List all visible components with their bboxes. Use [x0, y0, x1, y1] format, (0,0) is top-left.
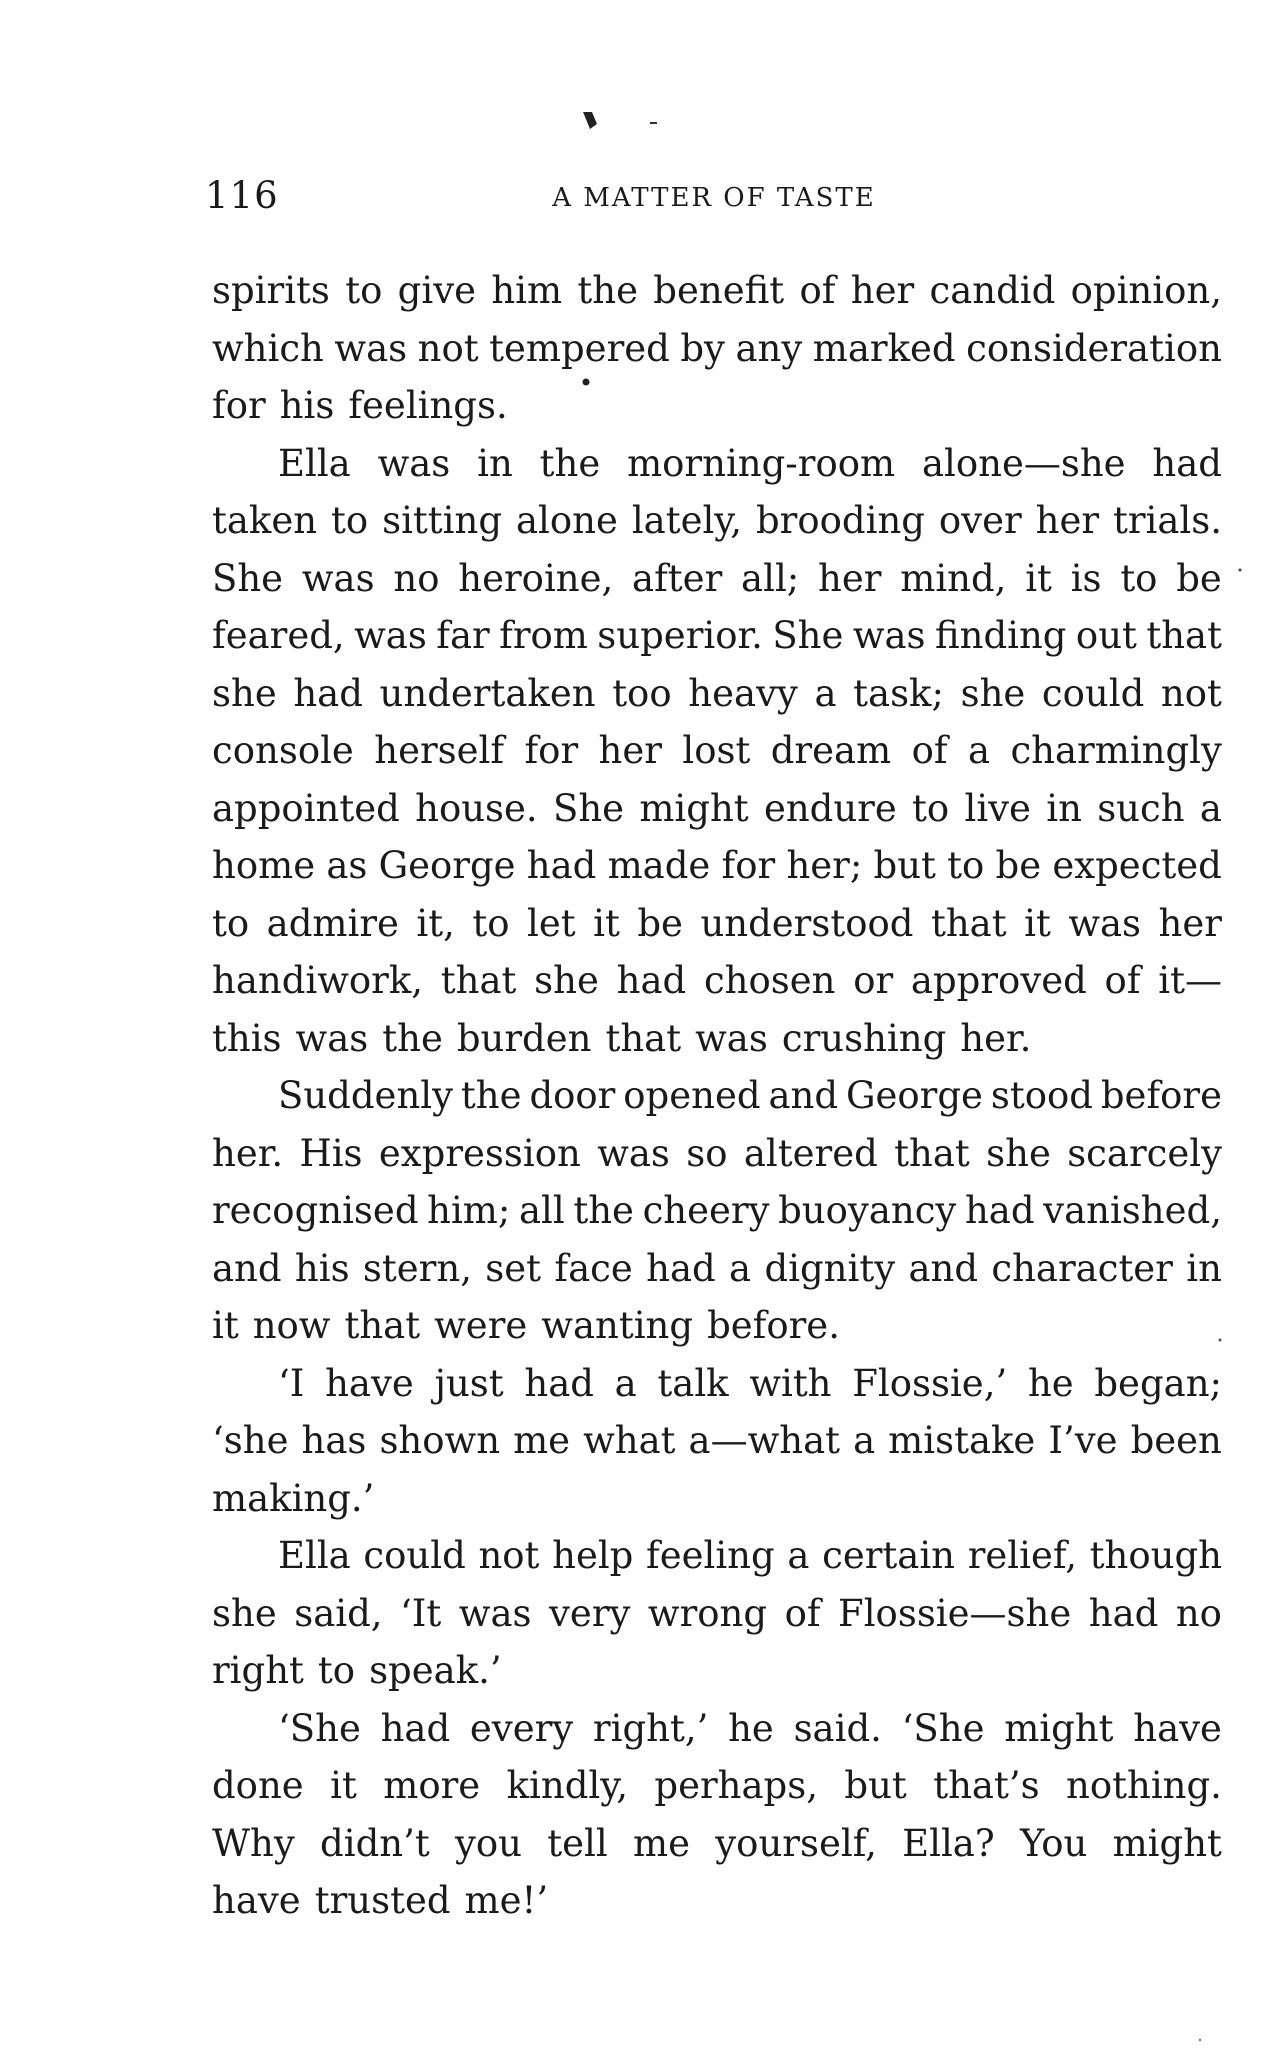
word: a	[1199, 786, 1222, 830]
text-line	[212, 550, 1222, 608]
word: that	[344, 1304, 421, 1347]
word: door	[529, 1074, 616, 1117]
ink-speck	[1199, 2039, 1201, 2041]
word: perhaps,	[654, 1764, 818, 1807]
text-line	[212, 722, 1222, 780]
word: have	[1133, 1706, 1222, 1750]
text-line	[212, 780, 1222, 838]
word: for	[212, 384, 266, 427]
word: she	[986, 1131, 1051, 1175]
word: had	[524, 1361, 594, 1405]
word: live	[964, 786, 1031, 830]
word: that	[605, 1016, 682, 1060]
word: might	[1004, 1706, 1114, 1750]
word: heavy	[688, 671, 798, 715]
word: feeling	[646, 1534, 775, 1577]
word: was	[295, 1016, 369, 1060]
word: recognised	[212, 1189, 419, 1232]
word: right	[212, 1649, 304, 1692]
word: her;	[786, 844, 863, 887]
word: cheery	[642, 1189, 770, 1232]
word: far	[436, 614, 490, 657]
word: before	[1100, 1074, 1222, 1117]
word: said,	[294, 1591, 383, 1635]
word: her	[1035, 499, 1100, 542]
word: said.	[793, 1706, 882, 1750]
text-line	[212, 1470, 1222, 1528]
word: Ella?	[902, 1821, 995, 1865]
word: consideration	[966, 326, 1222, 370]
word: endure	[763, 786, 897, 830]
word: talk	[657, 1361, 729, 1405]
page-number: 116	[205, 174, 279, 217]
word: a	[729, 1246, 752, 1290]
word: face	[554, 1246, 633, 1290]
word: done	[212, 1764, 304, 1807]
word: George	[845, 1074, 983, 1117]
word: opinion,	[1070, 269, 1222, 312]
word: mistake	[888, 1419, 1036, 1462]
word: morning-room	[627, 441, 896, 485]
word: You	[1019, 1821, 1088, 1865]
word: brooding	[756, 499, 925, 542]
word: benefit	[653, 269, 785, 312]
word: her	[598, 729, 662, 772]
word: that	[930, 901, 1007, 945]
word: so	[686, 1131, 728, 1175]
word: with	[749, 1361, 832, 1405]
word: had	[646, 1246, 716, 1290]
word: She	[552, 786, 625, 830]
word: have	[212, 1879, 301, 1922]
word: could	[1041, 671, 1145, 715]
word: a	[853, 1419, 876, 1462]
word: not	[417, 326, 479, 370]
word: for	[524, 729, 579, 772]
text-line	[212, 1585, 1222, 1643]
word: just	[434, 1361, 504, 1405]
word: of	[1104, 959, 1141, 1002]
word: she	[212, 671, 277, 715]
word: could	[363, 1534, 466, 1577]
word: didn’t	[320, 1821, 430, 1865]
word: burden	[456, 1016, 592, 1060]
word: sitting	[382, 499, 503, 542]
word: too	[612, 671, 672, 715]
word: right,’	[592, 1706, 709, 1750]
word: her.	[212, 1131, 284, 1175]
word: console	[212, 729, 354, 772]
word: no	[393, 556, 440, 600]
word: chosen	[703, 959, 836, 1002]
word: he	[1027, 1361, 1074, 1405]
word: him;	[427, 1189, 511, 1232]
word: I’ve	[1048, 1419, 1118, 1462]
word: me	[513, 1419, 571, 1462]
word: in	[477, 441, 513, 485]
text-line	[212, 1527, 1222, 1585]
word: George	[378, 844, 516, 887]
text-line	[212, 1297, 1222, 1355]
word: he	[728, 1706, 774, 1750]
word: no	[1175, 1591, 1222, 1635]
word: me	[633, 1821, 690, 1865]
word: heroine,	[458, 556, 614, 600]
word: appointed	[212, 786, 400, 830]
word: had	[526, 844, 597, 887]
word: been	[1130, 1419, 1222, 1462]
word: after	[632, 556, 723, 600]
word: vanished,	[1043, 1189, 1222, 1232]
word: dignity	[764, 1246, 896, 1290]
word: Why	[212, 1821, 295, 1865]
word: kindly,	[506, 1764, 628, 1807]
word: lost	[682, 729, 751, 772]
word: to	[345, 269, 383, 312]
word: but	[873, 844, 936, 887]
word: set	[485, 1246, 542, 1290]
word: certain	[822, 1534, 956, 1577]
page-header	[205, 172, 1223, 220]
word: that	[440, 959, 517, 1002]
text-line	[212, 1412, 1222, 1470]
word: house.	[415, 786, 538, 830]
word: was	[354, 614, 427, 657]
word: relief,	[967, 1534, 1077, 1577]
word: and	[908, 1246, 979, 1290]
word: taken	[212, 499, 318, 542]
word: this	[212, 1016, 282, 1060]
text-line	[212, 1010, 1222, 1068]
word: had	[293, 671, 363, 715]
word: the	[577, 269, 638, 312]
word: made	[607, 844, 711, 887]
word: home	[212, 844, 316, 887]
text-line	[212, 1182, 1222, 1240]
word: ‘I	[278, 1361, 305, 1405]
text-line	[212, 435, 1222, 493]
word: before.	[707, 1304, 840, 1347]
word: it,	[416, 901, 455, 945]
word: be	[1176, 556, 1222, 600]
word: in	[1186, 1246, 1222, 1290]
word: yourself,	[715, 1821, 877, 1865]
word: making.’	[212, 1476, 375, 1520]
word: scarcely	[1067, 1131, 1222, 1175]
word: had	[1152, 441, 1222, 485]
word: let	[527, 901, 576, 945]
word: it	[330, 1764, 357, 1807]
word: every	[469, 1706, 574, 1750]
word: trials.	[1112, 499, 1222, 542]
word: had	[964, 1189, 1035, 1232]
text-line	[212, 377, 1222, 435]
word: her	[850, 269, 915, 312]
word: to	[212, 901, 250, 945]
word: lately,	[631, 499, 743, 542]
word: to	[947, 844, 985, 887]
word: feared,	[212, 614, 345, 657]
word: candid	[929, 269, 1056, 312]
word: a	[787, 1534, 810, 1577]
word: to	[472, 901, 510, 945]
ink-speck	[650, 122, 657, 124]
word: might	[639, 786, 749, 830]
word: was	[1068, 901, 1142, 945]
word: be	[995, 844, 1042, 887]
word: might	[1112, 1821, 1222, 1865]
word: to	[912, 786, 950, 830]
word: any	[735, 326, 803, 370]
word: marked	[812, 326, 956, 370]
word: that	[1146, 614, 1222, 657]
word: to	[1120, 556, 1158, 600]
ink-speck	[583, 112, 597, 129]
word: ‘She	[278, 1706, 361, 1750]
word: it	[1024, 901, 1051, 945]
word: or	[853, 959, 894, 1002]
word: have	[325, 1361, 414, 1405]
word: all	[518, 1189, 565, 1232]
word: she	[960, 671, 1026, 715]
word: approved	[910, 959, 1087, 1002]
running-head: A MATTER OF TASTE	[552, 183, 876, 213]
text-line	[212, 665, 1222, 723]
word: of	[784, 1591, 821, 1635]
word: was	[852, 614, 926, 657]
text-line	[212, 1700, 1222, 1758]
word: the	[573, 1189, 634, 1232]
word: to	[317, 1649, 356, 1692]
word: His	[299, 1131, 363, 1175]
word: her	[818, 556, 882, 600]
word: her	[1158, 901, 1222, 945]
word: her.	[960, 1016, 1032, 1060]
word: expected	[1052, 844, 1222, 887]
word: his	[294, 1246, 350, 1290]
word: alone—she	[921, 441, 1126, 485]
text-line	[212, 320, 1222, 378]
ink-speck	[1239, 569, 1242, 572]
word: in	[1046, 786, 1082, 830]
word: stern,	[362, 1246, 472, 1290]
word: admire	[266, 901, 399, 945]
word: She	[212, 556, 284, 600]
word: of	[799, 269, 836, 312]
word: it	[212, 1304, 239, 1347]
word: a	[814, 671, 837, 715]
word: from	[499, 614, 588, 657]
word: which	[212, 326, 324, 370]
word: spirits	[212, 269, 330, 312]
word: give	[397, 269, 476, 312]
word: had	[1088, 1591, 1159, 1635]
word: it	[593, 901, 620, 945]
word: his	[279, 384, 335, 427]
text-line	[212, 895, 1222, 953]
word: Ella	[278, 1534, 351, 1577]
word: wanting	[541, 1304, 694, 1347]
word: Ella	[278, 441, 351, 485]
word: mind,	[900, 556, 1007, 600]
word: though	[1089, 1534, 1222, 1577]
text-line	[212, 837, 1222, 895]
word: was	[597, 1131, 670, 1175]
word: buoyancy	[778, 1189, 957, 1232]
word: wrong	[647, 1591, 768, 1635]
word: more	[383, 1764, 481, 1807]
text-line	[212, 492, 1222, 550]
word: is	[1070, 556, 1102, 600]
word: that’s	[933, 1764, 1040, 1807]
word: him	[491, 269, 563, 312]
word: Flossie—she	[838, 1591, 1072, 1635]
word: was	[458, 1591, 532, 1635]
word: tempered	[489, 326, 670, 370]
word: a—what	[688, 1419, 841, 1462]
word: very	[549, 1591, 631, 1635]
word: was	[301, 556, 375, 600]
text-line	[212, 1757, 1222, 1815]
word: to	[331, 499, 369, 542]
word: ‘She	[901, 1706, 985, 1750]
word: altered	[743, 1131, 878, 1175]
word: speak.’	[369, 1649, 502, 1692]
word: herself	[374, 729, 505, 772]
word: alone	[515, 499, 618, 542]
word: not	[1160, 671, 1222, 715]
word: had	[380, 1706, 451, 1750]
word: but	[844, 1764, 907, 1807]
word: opened	[623, 1074, 761, 1117]
word: a	[967, 729, 991, 772]
text-line	[212, 607, 1222, 665]
word: began;	[1094, 1361, 1222, 1405]
word: were	[434, 1304, 528, 1347]
text-line	[212, 952, 1222, 1010]
word: finding	[934, 614, 1067, 657]
word: tell	[547, 1821, 608, 1865]
word: shown	[379, 1419, 501, 1462]
word: She	[772, 614, 844, 657]
word: and	[768, 1074, 839, 1117]
word: it—	[1158, 959, 1222, 1002]
word: charmingly	[1010, 729, 1222, 772]
word: handiwork,	[212, 959, 424, 1002]
word: for	[721, 844, 776, 887]
word: by	[680, 326, 725, 370]
word: of	[911, 729, 948, 772]
word: out	[1075, 614, 1137, 657]
word: she	[534, 959, 599, 1002]
word: such	[1097, 786, 1185, 830]
text-line	[212, 1642, 1222, 1700]
word: ‘she	[212, 1419, 289, 1462]
text-line	[212, 1240, 1222, 1298]
word: stood	[990, 1074, 1093, 1117]
word: not	[478, 1534, 540, 1577]
word: what	[583, 1419, 676, 1462]
word: me!’	[464, 1879, 549, 1922]
word: it	[1025, 556, 1052, 600]
word: as	[326, 844, 368, 887]
text-line	[212, 262, 1222, 320]
body-text	[212, 262, 1222, 1930]
word: superior.	[597, 614, 763, 657]
word: feelings.	[348, 384, 508, 427]
word: understood	[700, 901, 914, 945]
text-line	[212, 1067, 1222, 1125]
word: crushing	[781, 1016, 947, 1060]
word: a	[614, 1361, 637, 1405]
word: Flossie,’	[852, 1361, 1008, 1405]
word: all;	[741, 556, 800, 600]
word: ‘It	[400, 1591, 442, 1635]
text-line	[212, 1355, 1222, 1413]
word: that	[894, 1131, 970, 1175]
word: over	[938, 499, 1022, 542]
word: trusted	[314, 1879, 451, 1922]
word: she	[212, 1591, 277, 1635]
word: had	[616, 959, 687, 1002]
word: has	[301, 1419, 367, 1462]
word: Suddenly	[278, 1074, 454, 1117]
word: the	[382, 1016, 443, 1060]
word: the	[539, 441, 601, 485]
word: dream	[770, 729, 892, 772]
word: was	[695, 1016, 768, 1060]
word: now	[252, 1304, 331, 1347]
text-line	[212, 1125, 1222, 1183]
text-line	[212, 1872, 1222, 1930]
word: was	[377, 441, 451, 485]
word: the	[460, 1074, 522, 1117]
text-line	[212, 1815, 1222, 1873]
word: task;	[853, 671, 944, 715]
word: you	[455, 1821, 523, 1865]
word: help	[552, 1534, 634, 1577]
word: character	[991, 1246, 1173, 1290]
word: and	[212, 1246, 282, 1290]
word: undertaken	[379, 671, 596, 715]
word: be	[637, 901, 683, 945]
word: was	[334, 326, 408, 370]
word: nothing.	[1066, 1764, 1222, 1807]
word: expression	[378, 1131, 581, 1175]
